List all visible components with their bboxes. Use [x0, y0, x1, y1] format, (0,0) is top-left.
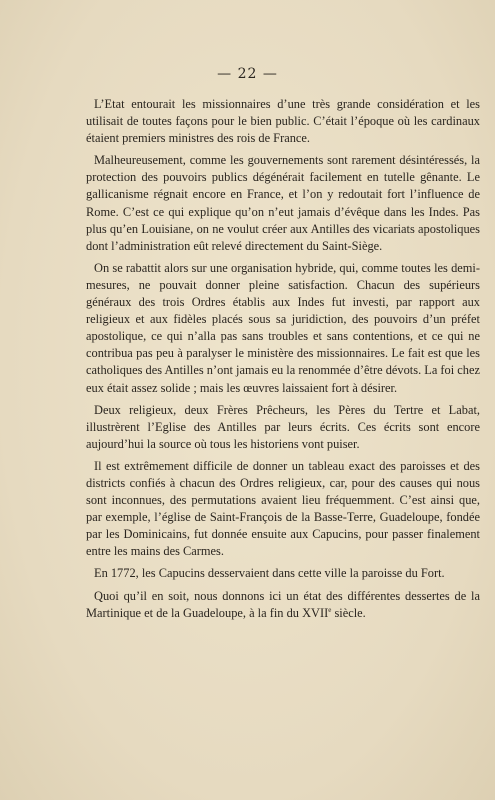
paragraph-7-text: Quoi qu’il en soit, nous donnons ici un état des différentes dessertes de la Martinique et de la Guadeloupe, à la fin du XVII — [86, 588, 480, 620]
paragraph-1: L’Etat entourait les missionnaires d’une très grande considération et les utilisait de toutes façons pour le bien public. C’était l’époque où les cardinaux étaient premiers ministres des rois de France. — [86, 97, 480, 146]
paragraph-6: En 1772, les Capucins desservaient dans cette ville la paroisse du Fort. — [94, 566, 445, 581]
century-superscript: e — [328, 605, 332, 614]
paragraph-2: Malheureusement, comme les gouvernements sont rarement désintéressés, la protection des pouvoirs publics dégénérait facilement en tutelle gênante. Le gallicanisme régnait encore en France, et l’on y redoutait fort l’influence de Rome. C’est ce qui explique qu’on n’eut jamais d’évêque dans les Indes. Pas plus qu’en Louisiane, on ne voulut créer aux Antilles des vicariats apostoliques dont l’administration eût relevé directement du Saint-Siège. — [86, 153, 480, 253]
paragraph-4: Deux religieux, deux Frères Prêcheurs, les Pères du Tertre et Labat, illustrèrent l’Eglise des Antilles par leurs écrits. Ces écrits sont encore aujourd’hui la source où tous les historiens vont puiser. — [86, 402, 480, 451]
paragraph-5: Il est extrêmement difficile de donner un tableau exact des paroisses et des districts confiés à chacun des Ordres religieux, car, pour des causes qui nous sont inconnues, des permutations avaient lieu fréquemment. C’est ainsi que, par exemple, l’église de Saint-François de la Basse-Terre, Guadeloupe, fondée par les Dominicains, fut donnée ensuite aux Capucins, pour passer finalement entre les mains des Carmes. — [86, 458, 480, 559]
body-text — [86, 96, 480, 627]
paragraph-7-tail: siècle. — [331, 605, 366, 620]
paragraph-3: On se rabattit alors sur une organisation hybride, qui, comme toutes les demi-mesures, ne pouvait donner pleine satisfaction. Chacun des supérieurs généraux des trois Ordres établis aux Indes fut investi, par rapport aux religieux et aux fidèles placés sous sa juridiction, des pouvoirs d’un préfet apostolique, ce qui n’alla pas sans troubles et sans contentions, et ce qui ne contribua pas peu à paralyser le ministère des missionnaires. Le fait est que les catholiques des Antilles n’ont jamais eu la renommée d’être dévots. La foi chez eux était assez solide ; mais les œuvres laissaient fort à désirer. — [86, 260, 480, 395]
paragraph-7 — [86, 588, 480, 622]
page-number: — 22 — — [217, 66, 278, 82]
